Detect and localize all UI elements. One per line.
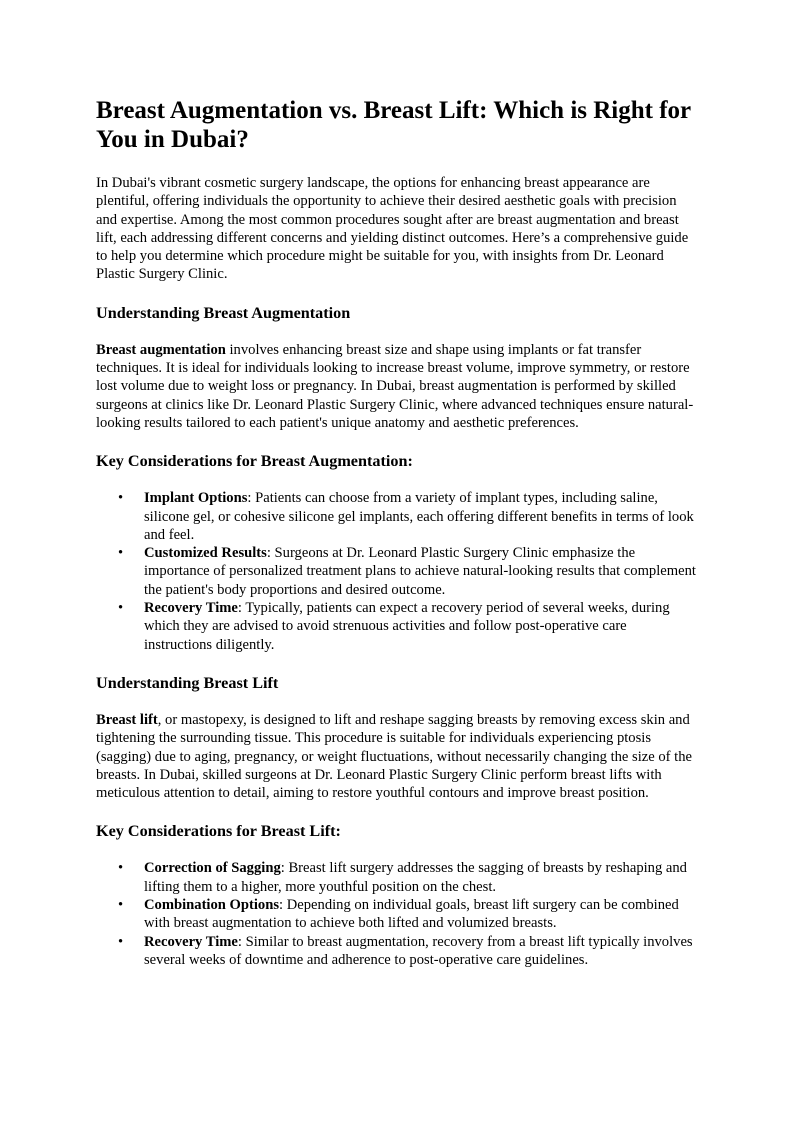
bullet-icon: • bbox=[118, 933, 124, 950]
augmentation-heading: Understanding Breast Augmentation bbox=[96, 303, 351, 322]
list-item-term: Correction of Sagging bbox=[144, 860, 281, 877]
list-item bbox=[96, 489, 696, 544]
list-item-text: : Typically, patients can expect a recovery period of several weeks, during which they are advised to avoid strenuous activities and follow post-operative care instructions diligently. bbox=[144, 600, 670, 653]
list-item-term: Recovery Time bbox=[144, 933, 238, 950]
list-item-text: : Breast lift surgery addresses the sagging of breasts by reshaping and lifting them to a higher, more youthful position on the chest. bbox=[144, 860, 687, 895]
lift-considerations-list bbox=[96, 859, 696, 969]
list-item-text: : Depending on individual goals, breast lift surgery can be combined with breast augmentation to achieve both lifted and volumized breasts. bbox=[144, 897, 679, 932]
list-item bbox=[96, 544, 696, 599]
bullet-icon: • bbox=[118, 897, 124, 914]
bullet-icon: • bbox=[118, 600, 124, 617]
augmentation-considerations-heading: Key Considerations for Breast Augmentation: bbox=[96, 452, 413, 471]
list-item-text: : Patients can choose from a variety of implant types, including saline, silicone gel, or cohesive silicone gel implants, each offering different benefits in terms of look and feel. bbox=[144, 490, 694, 543]
list-item bbox=[96, 896, 696, 933]
intro-paragraph: In Dubai's vibrant cosmetic surgery landscape, the options for enhancing breast appearance are plentiful, offering individuals the opportunity to achieve their desired aesthetic goals with precision and expertise. Among the most common procedures sought after are breast augmentation and breast lift, each addressing different concerns and yielding distinct outcomes. Here’s a comprehensive guide to help you determine which procedure might be suitable for you, with insights from Dr. Leonard Plastic Surgery Clinic. bbox=[96, 175, 689, 283]
bullet-icon: • bbox=[118, 490, 124, 507]
list-item bbox=[96, 599, 696, 654]
lift-considerations-heading: Key Considerations for Breast Lift: bbox=[96, 822, 341, 841]
augmentation-considerations-list bbox=[96, 489, 696, 654]
bullet-icon: • bbox=[118, 860, 124, 877]
lift-lead-term: Breast lift bbox=[96, 711, 158, 728]
document-body bbox=[96, 96, 696, 969]
list-item-term: Implant Options bbox=[144, 490, 248, 507]
list-item-term: Recovery Time bbox=[144, 600, 238, 617]
list-item-text: : Similar to breast augmentation, recovery from a breast lift typically involves several weeks of downtime and adherence to post-operative care guidelines. bbox=[144, 933, 693, 968]
lift-paragraph bbox=[96, 711, 696, 802]
list-item-term: Customized Results bbox=[144, 545, 267, 562]
bullet-icon: • bbox=[118, 545, 124, 562]
augmentation-lead-term: Breast augmentation bbox=[96, 341, 226, 358]
lift-body-text: , or mastopexy, is designed to lift and reshape sagging breasts by removing excess skin and tightening the surrounding tissue. This procedure is suitable for individuals experiencing ptosis (sagging) due to aging, pregnancy, or weight fluctuations, without necessarily changing the size of the breasts. In Dubai, skilled surgeons at Dr. Leonard Plastic Surgery Clinic perform breast lifts with meticulous attention to detail, aiming to restore youthful contours and improve breast position. bbox=[96, 711, 693, 802]
page-title: Breast Augmentation vs. Breast Lift: Which is Right for You in Dubai? bbox=[96, 97, 691, 153]
list-item bbox=[96, 859, 696, 896]
list-item-term: Combination Options bbox=[144, 897, 280, 914]
augmentation-body-text: involves enhancing breast size and shape using implants or fat transfer techniques. It is ideal for individuals looking to increase breast volume, improve symmetry, or restore lost volume due to weight loss or pregnancy. In Dubai, breast augmentation is performed by skilled surgeons at clinics like Dr. Leonard Plastic Surgery Clinic, where advanced techniques ensure natural-looking results tailored to each patient's unique anatomy and aesthetic preferences. bbox=[96, 341, 694, 431]
list-item-text: : Surgeons at Dr. Leonard Plastic Surgery Clinic emphasize the importance of personalized treatment plans to achieve natural-looking results that complement the patient's body proportions and desired outcome. bbox=[144, 545, 696, 598]
list-item bbox=[96, 933, 696, 970]
augmentation-paragraph bbox=[96, 341, 696, 432]
lift-heading: Understanding Breast Lift bbox=[96, 673, 279, 692]
